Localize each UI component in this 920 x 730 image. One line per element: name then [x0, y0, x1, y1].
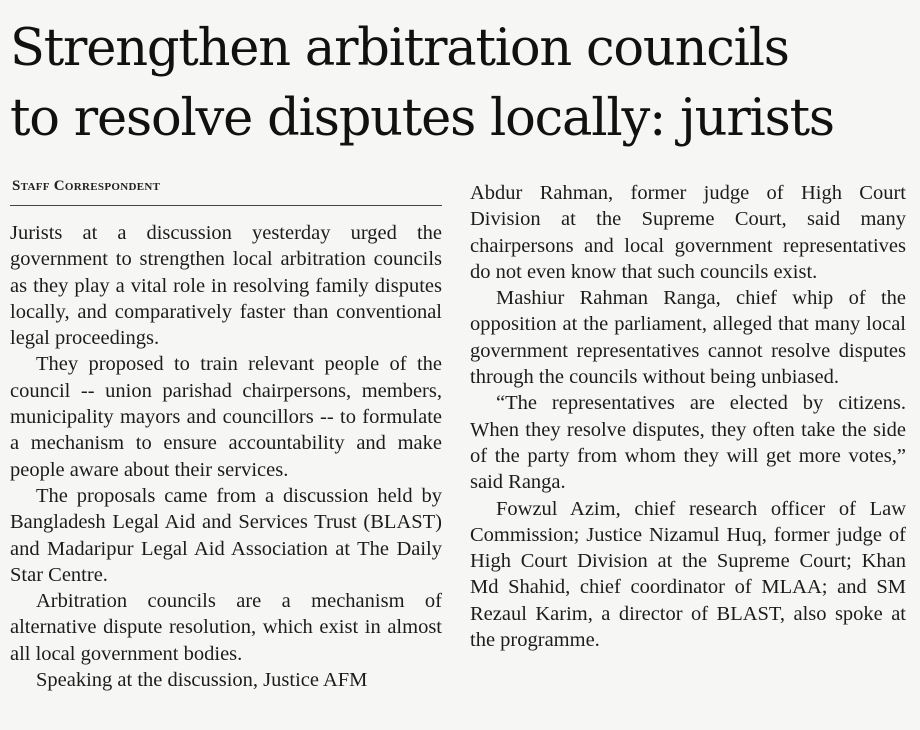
paragraph: Fowzul Azim, chief research officer of Law Commission; Justice Nizamul Huq, former judge of High Court Division at the Supreme Court; Khan Md Shahid, chief coordinator of MLAA; and SM Rezaul Karim, a director of BLAST, also spoke at the programme.	[470, 497, 906, 652]
article-column-1	[10, 220, 442, 693]
headline-line-1: Strengthen arbitration councils	[10, 19, 789, 78]
article-column-2	[470, 180, 906, 653]
paragraph: Speaking at the discussion, Justice AFM	[36, 669, 368, 692]
headline-line-2: to resolve disputes locally: jurists	[10, 89, 834, 148]
byline-divider	[10, 205, 442, 206]
paragraph: “The representatives are elected by citizens. When they resolve disputes, they often take the side of the party from whom they will get more votes,” said Ranga.	[470, 392, 906, 494]
paragraph: Abdur Rahman, former judge of High Court Division at the Supreme Court, said many chairpersons and local government representatives do not even know that such councils exist.	[470, 182, 906, 283]
paragraph: Arbitration councils are a mechanism of alternative dispute resolution, which exist in almost all local government bodies.	[10, 590, 442, 665]
headline	[10, 14, 910, 154]
paragraph: The proposals came from a discussion held by Bangladesh Legal Aid and Services Trust (BLAST) and Madaripur Legal Aid Association at The Daily Star Centre.	[10, 484, 442, 586]
paragraph: Mashiur Rahman Ranga, chief whip of the opposition at the parliament, alleged that many local government representatives cannot resolve disputes through the councils without being unbiased.	[470, 287, 906, 389]
byline: Staff Correspondent	[12, 178, 161, 194]
paragraph: They proposed to train relevant people of the council -- union parishad chairpersons, members, municipality mayors and councillors -- to formulate a mechanism to ensure accountability and make people aware about their services.	[10, 353, 442, 481]
paragraph: Jurists at a discussion yesterday urged the government to strengthen local arbitration councils as they play a vital role in resolving family disputes locally, and comparatively faster than conventional legal proceedings.	[10, 222, 442, 350]
